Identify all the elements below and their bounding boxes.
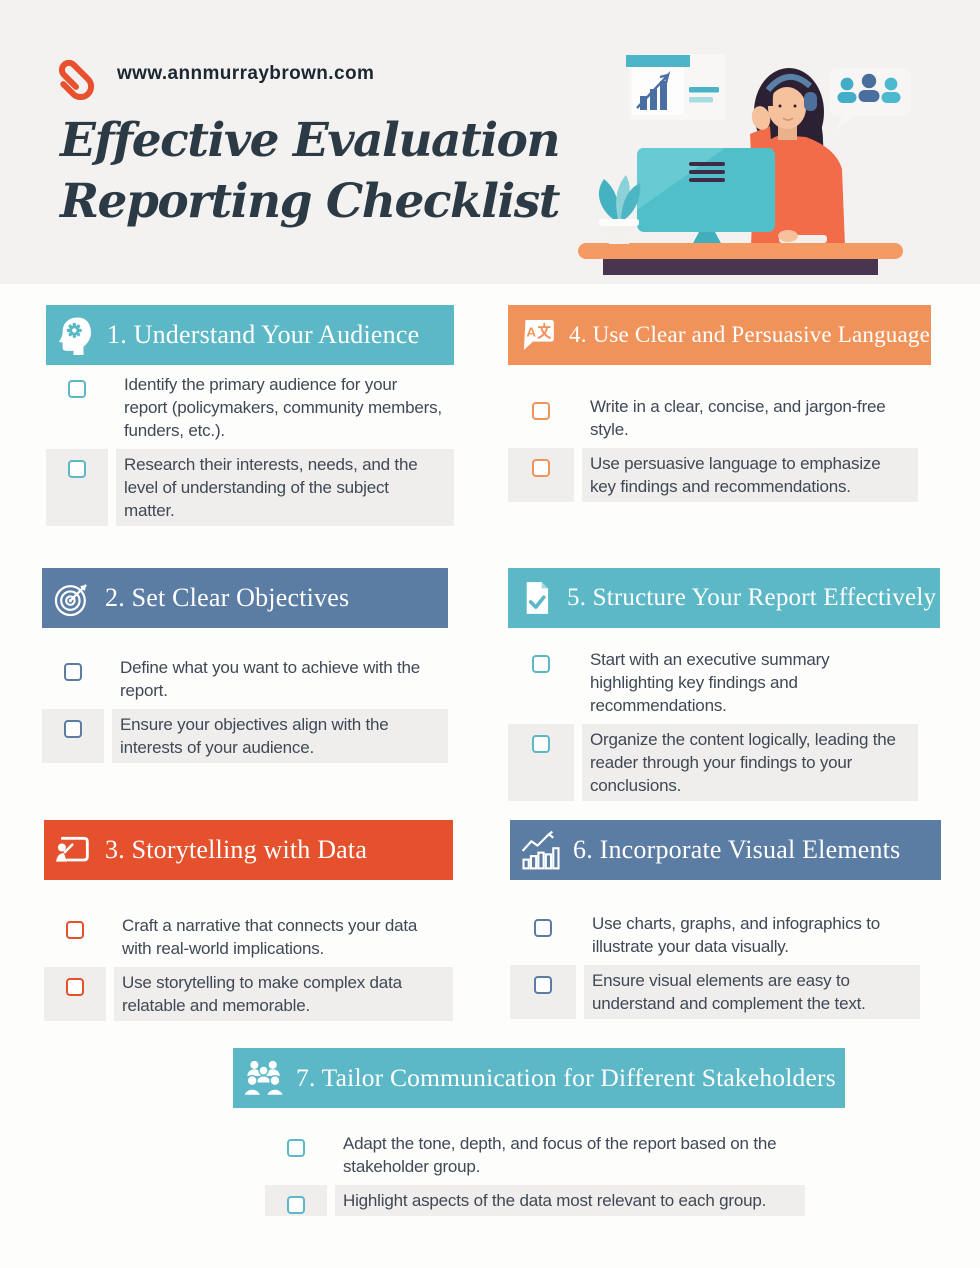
checklist-item	[42, 709, 448, 763]
section-title: 6. Incorporate Visual Elements	[573, 835, 901, 864]
checkbox-cell	[44, 910, 106, 964]
checklist-item	[508, 448, 918, 502]
section-header	[46, 305, 454, 365]
item-text: Define what you want to achieve with the report.	[120, 658, 421, 700]
checkbox-cell	[42, 709, 104, 763]
head-with-gear-icon	[56, 315, 96, 355]
checkbox[interactable]	[64, 663, 82, 681]
page-title-line2: Reporting Checklist	[60, 174, 559, 229]
section-title: 7. Tailor Communication for Different Stakeholders	[296, 1063, 836, 1092]
section-header	[510, 820, 941, 880]
item-text: Ensure visual elements are easy to understand and complement the text.	[584, 965, 920, 1019]
section-header	[508, 305, 931, 365]
checklist-item	[44, 967, 453, 1021]
checklist-item	[265, 1128, 805, 1182]
item-text: Ensure your objectives align with the interests of your audience.	[112, 709, 448, 763]
item-text: Use charts, graphs, and infographics to illustrate your data visually.	[592, 914, 880, 956]
section-header	[233, 1048, 845, 1108]
checklist-item	[265, 1185, 805, 1216]
checkbox[interactable]	[532, 459, 550, 477]
translation-icon	[518, 315, 558, 355]
checkbox[interactable]	[66, 921, 84, 939]
checkbox-cell	[44, 967, 106, 1021]
people-group-icon	[243, 1057, 285, 1099]
plant-graphic	[599, 175, 640, 244]
menu-icon	[689, 162, 725, 182]
section-3	[44, 820, 453, 1024]
checklist-item	[42, 652, 448, 706]
audience-speech-bubble	[829, 68, 911, 131]
section-4	[508, 305, 931, 505]
item-text: Craft a narrative that connects your data with real-world implications.	[122, 916, 418, 958]
item-text: Use persuasive language to emphasize key findings and recommendations.	[582, 448, 918, 502]
checkbox[interactable]	[534, 976, 552, 994]
checkbox-cell	[46, 449, 108, 526]
section-7	[233, 1048, 845, 1219]
checkbox-cell	[508, 391, 574, 445]
paperclip-icon	[52, 53, 100, 101]
item-text: Identify the primary audience for your report (policymakers, community members, funders, etc.).	[124, 375, 442, 440]
checklist-item	[510, 908, 920, 962]
section-5	[508, 568, 940, 804]
section-1	[46, 305, 454, 529]
checkbox-cell	[265, 1185, 327, 1216]
checkbox[interactable]	[68, 380, 86, 398]
section-title: 3. Storytelling with Data	[105, 835, 368, 864]
section-header	[42, 568, 448, 628]
checkbox[interactable]	[66, 978, 84, 996]
hero-illustration	[573, 38, 978, 288]
checklist-item	[510, 965, 920, 1019]
checkbox-cell	[508, 448, 574, 502]
checkbox-cell	[510, 908, 576, 962]
checkbox[interactable]	[532, 402, 550, 420]
website-url: www.annmurraybrown.com	[117, 63, 375, 84]
svg-text:A: A	[526, 324, 537, 340]
checklist-item	[508, 644, 918, 721]
item-text: Use storytelling to make complex data relatable and memorable.	[114, 967, 453, 1021]
checklist-item	[46, 369, 454, 446]
document-check-icon	[518, 579, 556, 617]
checkbox-cell	[510, 965, 576, 1019]
item-text: Highlight aspects of the data most relevant to each group.	[335, 1185, 805, 1216]
monitor-graphic	[637, 148, 775, 245]
section-title: 4. Use Clear and Persuasive Language	[569, 322, 931, 347]
checkbox[interactable]	[287, 1139, 305, 1157]
checkbox[interactable]	[534, 919, 552, 937]
presentation-board-graphic	[626, 54, 725, 120]
section-header	[44, 820, 453, 880]
checkbox[interactable]	[287, 1196, 305, 1214]
checklist-item	[508, 391, 918, 445]
bar-chart-icon	[520, 829, 562, 871]
item-text: Start with an executive summary highlighting key findings and recommendations.	[590, 650, 830, 715]
checkbox-cell	[508, 644, 574, 721]
section-title: 5. Structure Your Report Effectively	[567, 584, 937, 611]
checkbox[interactable]	[532, 655, 550, 673]
checkbox[interactable]	[532, 735, 550, 753]
checkbox[interactable]	[68, 460, 86, 478]
checkbox[interactable]	[64, 720, 82, 738]
checklist-item	[508, 724, 918, 801]
item-text: Research their interests, needs, and the level of understanding of the subject matter.	[116, 449, 454, 526]
item-text: Write in a clear, concise, and jargon-free style.	[590, 397, 886, 439]
item-text: Organize the content logically, leading the reader through your findings to your conclusions.	[582, 724, 918, 801]
checkbox-cell	[265, 1128, 327, 1182]
page-title	[60, 110, 559, 232]
presentation-board-icon	[54, 830, 94, 870]
section-2	[42, 568, 448, 766]
checkbox-cell	[508, 724, 574, 801]
checklist-item	[44, 910, 453, 964]
checklist-item	[46, 449, 454, 526]
desk-graphic	[578, 243, 903, 259]
checkbox-cell	[42, 652, 104, 706]
section-6	[510, 820, 941, 1022]
section-title: 2. Set Clear Objectives	[105, 583, 350, 612]
section-title: 1. Understand Your Audience	[107, 320, 420, 349]
page-title-line1: Effective Evaluation	[60, 113, 560, 168]
checkbox-cell	[46, 369, 108, 446]
section-header	[508, 568, 940, 628]
target-icon	[52, 577, 94, 619]
item-text: Adapt the tone, depth, and focus of the report based on the stakeholder group.	[343, 1134, 777, 1176]
